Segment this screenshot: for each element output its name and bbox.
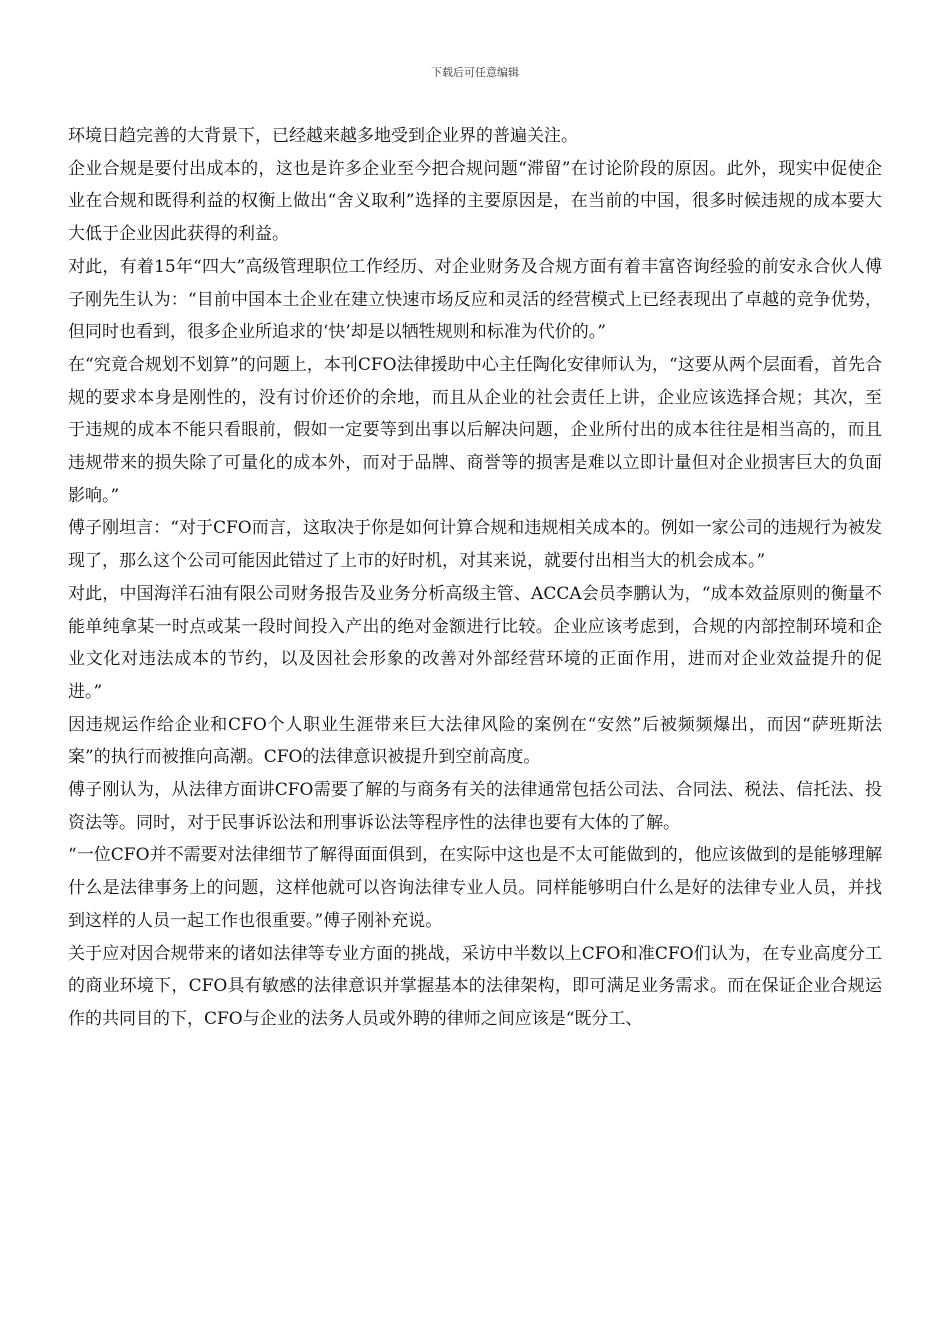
paragraph: 傅子刚坦言：“对于CFO而言，这取决于你是如何计算合规和违规相关成本的。例如一家公司的违规行为被发现了，那么这个公司可能因此错过了上市的好时机，对其来说，就要付出相当大的机会成本。” (68, 518, 882, 572)
paragraph: 因违规运作给企业和CFO个人职业生涯带来巨大法律风险的案例在“安然”后被频频爆出，而因“萨班斯法案”的执行而被推向高潮。CFO的法律意识被提升到空前高度。 (68, 714, 882, 768)
paragraph: “一位CFO并不需要对法律细节了解得面面俱到，在实际中这也是不太可能做到的，他应该做到的是能够理解什么是法律事务上的问题，这样他就可以咨询法律专业人员。同样能够明白什么是好的法律专业人员，并找到这样的人员一起工作也很重要。”傅子刚补充说。 (68, 845, 882, 931)
document-body (68, 120, 882, 1036)
paragraph: 关于应对因合规带来的诸如法律等专业方面的挑战，采访中半数以上CFO和准CFO们认为，在专业高度分工的商业环境下，CFO具有敏感的法律意识并掌握基本的法律架构，即可满足业务需求。而在保证企业合规运作的共同目的下，CFO与企业的法务人员或外聘的律师之间应该是“既分工、 (68, 943, 882, 1029)
paragraph: 对此，中国海洋石油有限公司财务报告及业务分析高级主管、ACCA会员李鹏认为，“成本效益原则的衡量不能单纯拿某一时点或某一段时间投入产出的绝对金额进行比较。企业应该考虑到，合规的内部控制环境和企业文化对违法成本的节约，以及因社会形象的改善对外部经营环境的正面作用，进而对企业效益提升的促进。” (68, 583, 882, 702)
paragraph: 对此，有着15年“四大”高级管理职位工作经历、对企业财务及合规方面有着丰富咨询经验的前安永合伙人傅子刚先生认为：“目前中国本土企业在建立快速市场反应和灵活的经营模式上已经表现出了卓越的竞争优势，但同时也看到，很多企业所追求的‘快’却是以牺牲规则和标准为代价的。” (68, 256, 882, 343)
paragraph: 企业合规是要付出成本的，这也是许多企业至今把合规问题“滞留”在讨论阶段的原因。此外，现实中促使企业在合规和既得利益的权衡上做出“舍义取利”选择的主要原因是，在当前的中国，很多时候违规的成本要大大低于企业因此获得的利益。 (68, 158, 882, 245)
paragraph: 环境日趋完善的大背景下，已经越来越多地受到企业界的普遍关注。 (68, 126, 578, 146)
paragraph: 在“究竟合规划不划算”的问题上，本刊CFO法律援助中心主任陶化安律师认为，“这要从两个层面看，首先合规的要求本身是刚性的，没有讨价还价的余地，而且从企业的社会责任上讲，企业应该选择合规；其次，至于违规的成本不能只看眼前，假如一定要等到出事以后解决问题，企业所付出的成本往往是相当高的，而且违规带来的损失除了可量化的成本外，而对于品牌、商誉等的损害是难以立即计量但对企业损害巨大的负面影响。” (68, 354, 882, 506)
paragraph: 傅子刚认为，从法律方面讲CFO需要了解的与商务有关的法律通常包括公司法、合同法、税法、信托法、投资法等。同时，对于民事诉讼法和刑事诉讼法等程序性的法律也要有大体的了解。 (68, 780, 882, 833)
page-header: 下载后可任意编辑 (431, 66, 519, 79)
